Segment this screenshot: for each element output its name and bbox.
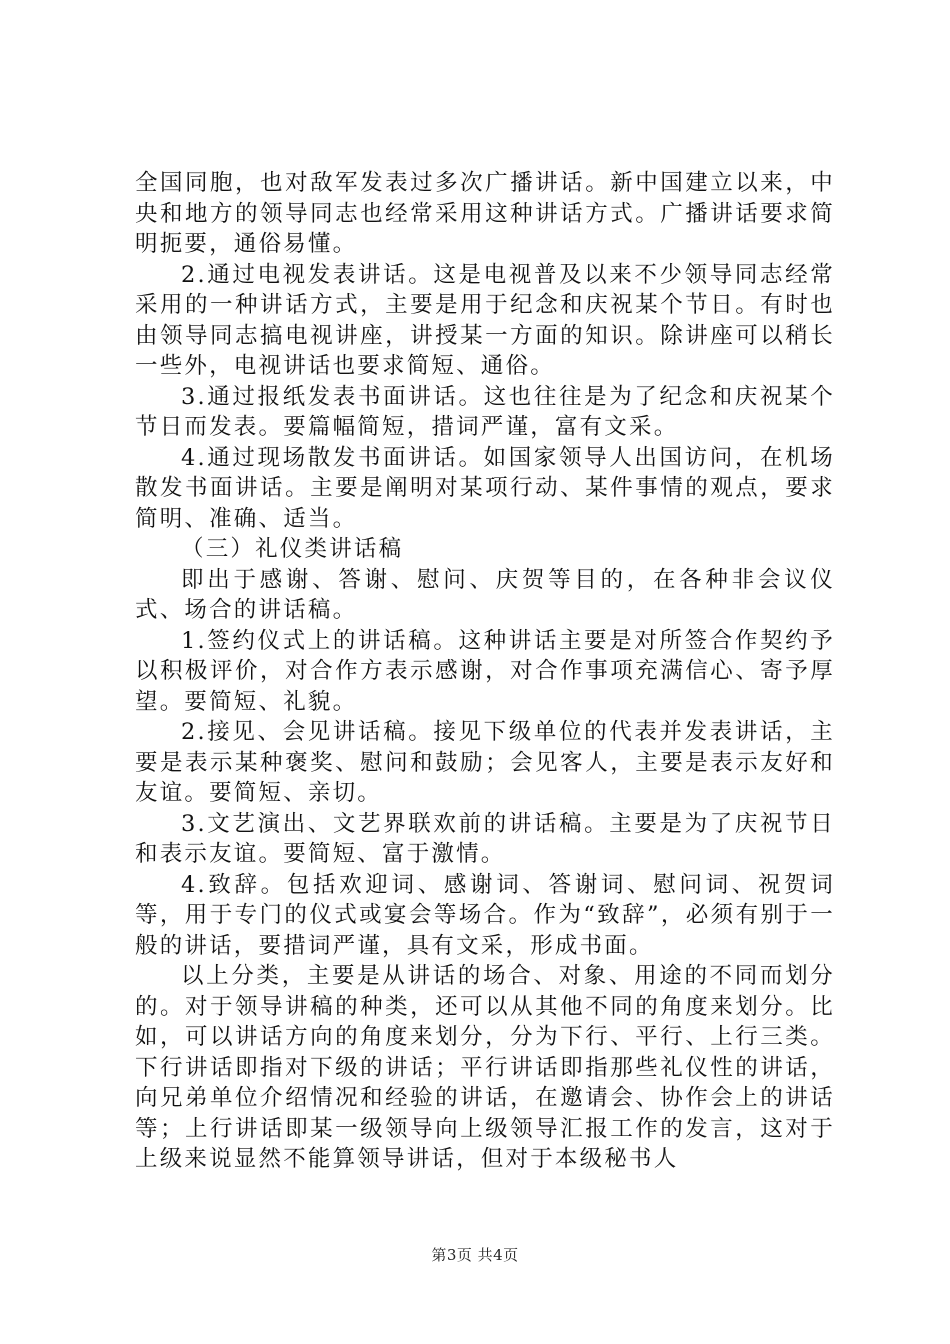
section-heading: （三）礼仪类讲话稿 [181,536,404,562]
page-number-footer: 第3页 共4页 [431,1246,519,1264]
paragraph-newspaper-speech: 3.通过报纸发表书面讲话。这也往往是为了纪念和庆祝某个节日而发表。要篇幅简短，措词严谨，富有文采。 [135,383,835,440]
paragraph-tv-speech: 2.通过电视发表讲话。这是电视普及以来不少领导同志经常采用的一种讲话方式，主要是用于纪念和庆祝某个节日。有时也由领导同志搞电视讲座，讲授某一方面的知识。除讲座可以稍长一些外，电视讲话也要求简短、通俗。 [135,261,835,379]
document-body [135,168,835,1175]
paragraph-onsite-speech: 4.通过现场散发书面讲话。如国家领导人出国访问，在机场散发书面讲话。主要是阐明对某项行动、某件事情的观点，要求简明、准确、适当。 [135,444,835,532]
paragraph-ceremony-intro: 即出于感谢、答谢、慰问、庆贺等目的，在各种非会议仪式、场合的讲话稿。 [135,566,835,623]
paragraph-continuation: 全国同胞，也对敌军发表过多次广播讲话。新中国建立以来，中央和地方的领导同志也经常采用这种讲话方式。广播讲话要求简明扼要，通俗易懂。 [135,170,835,257]
paragraph-address: 4.致辞。包括欢迎词、感谢词、答谢词、慰问词、祝贺词等，用于专门的仪式或宴会等场合。作为“致辞”，必须有别于一般的讲话，要措词严谨，具有文采，形成书面。 [135,871,835,959]
paragraph-classification-summary: 以上分类，主要是从讲话的场合、对象、用途的不同而划分的。对于领导讲稿的种类，还可以从其他不同的角度来划分。比如，可以讲话方向的角度来划分，分为下行、平行、上行三类。下行讲话即指对下级的讲话；平行讲话即指那些礼仪性的讲话，向兄弟单位介绍情况和经验的讲话，在邀请会、协作会上的讲话等；上行讲话即某一级领导向上级领导汇报工作的发言，这对于上级来说显然不能算领导讲话，但对于本级秘书人 [135,963,835,1172]
paragraph-signing-speech: 1.签约仪式上的讲话稿。这种讲话主要是对所签合作契约予以积极评价，对合作方表示感谢，对合作事项充满信心、寄予厚望。要简短、礼貌。 [135,627,835,715]
paragraph-meeting-speech: 2.接见、会见讲话稿。接见下级单位的代表并发表讲话，主要是表示某种褒奖、慰问和鼓励；会见客人，主要是表示友好和友谊。要简短、亲切。 [135,719,835,806]
paragraph-performance-speech: 3.文艺演出、文艺界联欢前的讲话稿。主要是为了庆祝节日和表示友谊。要简短、富于激情。 [135,810,835,867]
